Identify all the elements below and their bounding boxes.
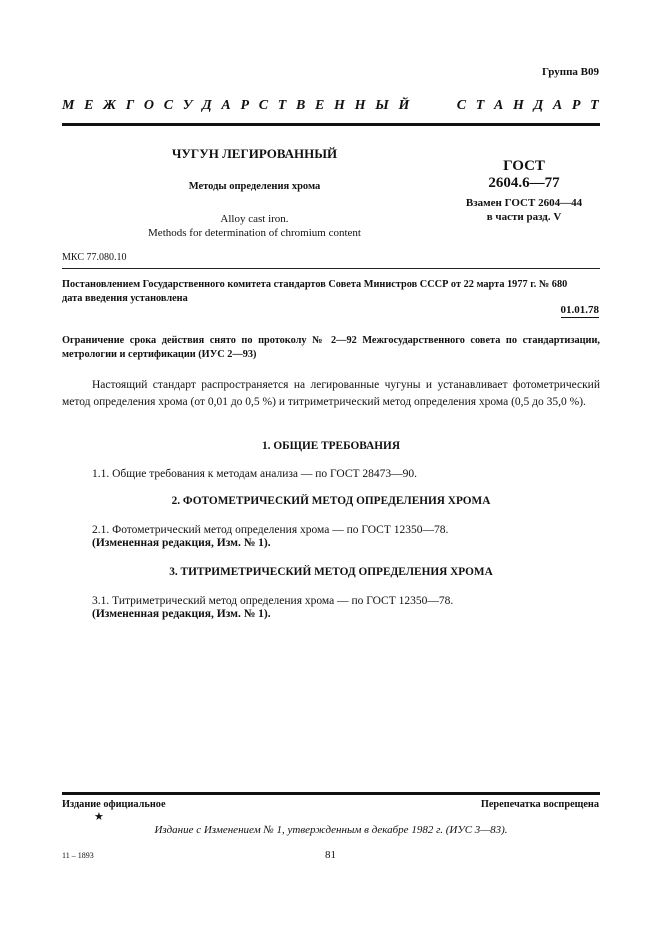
header-rule [62,123,600,126]
banner-letter: Ж [103,98,117,113]
banner-letter: Т [277,98,287,113]
gost-label: ГОСТ [503,158,545,174]
banner-letter: М [62,98,75,113]
banner-letter: Н [334,98,345,113]
banner-letter: А [221,98,231,113]
part-line: в части разд. V [486,211,562,223]
banner-letter: Е [315,98,325,113]
banner-letter: О [143,98,154,113]
group-code: Группа В09 [541,66,599,78]
banner-letter: Т [475,98,485,113]
reprint-prohibited-label: Перепечатка воспрещена [480,799,599,810]
replaces-note [448,196,600,224]
banner-letter: А [552,98,563,113]
english-title-line1: Alloy cast iron. [220,213,289,225]
resolution-text [62,278,600,306]
banner-gap [419,98,447,114]
banner-letter: Т [590,98,599,113]
section-3-edit-note: (Измененная редакция, Изм. № 1). [92,608,271,620]
gost-number-block [448,158,600,224]
banner-letter: Р [571,98,581,113]
banner-letter: С [456,98,467,113]
interstate-standard-banner [62,98,599,114]
resolution-line1: Постановлением Государственного комитета стандартов Совета Министров СССР от 22 марта 1977 г. № 680 [62,279,568,290]
standard-title: ЧУГУН ЛЕГИРОВАННЫЙ [171,146,338,161]
section-1-heading: 1. ОБЩИЕ ТРЕБОВАНИЯ [262,440,400,452]
mks-rule [62,268,600,269]
banner-letter: С [163,98,174,113]
section-3-heading: 3. ТИТРИМЕТРИЧЕСКИЙ МЕТОД ОПРЕДЕЛЕНИЯ ХРОМА [169,566,493,578]
intro-paragraph: Настоящий стандарт распространяется на легированные чугуны и устанавливает фотометрический метод определения хрома (от 0,01 до 0,5 %) и титриметрический метод определения хрома (0,5 до 35,0 %). [62,379,600,408]
limit-note: Ограничение срока действия снято по протоколу № 2—92 Межгосударственного совета по стандартизации, метрологии и сертификации (ИУС 2—93) [62,335,600,360]
title-block [62,146,447,240]
footer-rule [62,792,600,795]
star-icon: ★ [94,811,104,823]
english-title [62,212,447,240]
banner-letter: Д [202,98,212,113]
banner-letter: Р [240,98,250,113]
banner-letter: Н [354,98,366,113]
edition-note: Издание с Изменением № 1, утвержденным в декабре 1982 г. (ИУС 3—83). [154,824,508,836]
replaces-line: Взамен ГОСТ 2604—44 [465,197,583,209]
section-3-text: 3.1. Титриметрический метод определения хрома — по ГОСТ 12350—78. [92,595,454,607]
standard-subtitle: Методы определения хрома [188,181,321,192]
section-2-edit-note: (Измененная редакция, Изм. № 1). [92,537,271,549]
section-2-heading: 2. ФОТОМЕТРИЧЕСКИЙ МЕТОД ОПРЕДЕЛЕНИЯ ХРОМА [171,495,491,507]
banner-letter: Д [533,98,544,113]
banner-letter: С [258,98,269,113]
banner-letter: Ы [375,98,389,113]
banner-letter: У [182,98,193,113]
banner-letter: Й [398,98,410,113]
banner-letter: Г [125,98,135,113]
banner-letter: В [295,98,306,113]
mks-code: МКС 77.080.10 [62,252,127,263]
print-code: 11 – 1893 [62,851,94,860]
english-title-line2: Methods for determination of chromium content [148,227,361,239]
banner-letter: А [494,98,504,113]
introduction-date: 01.01.78 [560,304,599,316]
section-1-text: 1.1. Общие требования к методам анализа — по ГОСТ 28473—90. [92,468,418,480]
resolution-line2: дата введения установлена [62,293,188,304]
banner-letter: Н [513,98,524,113]
official-edition-label: Издание официальное [62,799,166,810]
banner-letter: Е [84,98,94,113]
page-number: 81 [325,849,336,861]
gost-number: 2604.6—77 [488,175,560,191]
section-2-text: 2.1. Фотометрический метод определения хрома — по ГОСТ 12350—78. [92,524,449,536]
